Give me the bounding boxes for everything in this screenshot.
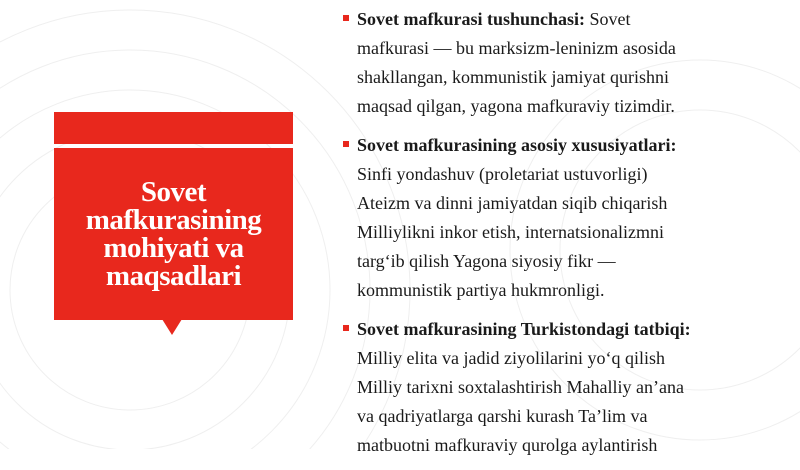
point-text: Sovet — [585, 9, 631, 29]
point-features — [343, 131, 783, 305]
bullet-square-icon — [343, 15, 349, 21]
slide-title: Sovet mafkurasining mohiyati va maqsadlari — [85, 176, 262, 292]
point-text: Milliy elita va jadid ziyolilarini yo‘q qilish — [357, 348, 665, 368]
bullet-square-icon — [343, 325, 349, 331]
point-text: kommunistik partiya hukmronligi. — [357, 280, 605, 300]
title-pointer — [162, 319, 182, 335]
point-text: va qadriyatlarga qarshi kurash Ta’lim va — [357, 406, 648, 426]
point-heading: Sovet mafkurasining Turkistondagi tatbiqi: — [357, 319, 691, 339]
point-text: Ateizm va dinni jamiyatdan siqib chiqarish — [357, 193, 668, 213]
point-turkestan — [343, 315, 783, 460]
title-top-strip — [54, 112, 293, 144]
point-heading: Sovet mafkurasi tushunchasi: — [357, 9, 586, 29]
point-text: matbuotni mafkuraviy qurolga aylantirish — [357, 435, 658, 455]
point-text: targ‘ib qilish Yagona siyosiy fikr — — [357, 251, 616, 271]
point-text: shakllangan, kommunistik jamiyat qurishni — [357, 67, 669, 87]
bullet-square-icon — [343, 141, 349, 147]
title-card — [54, 112, 293, 320]
point-text: Milliylikni inkor etish, internatsionalizmni — [357, 222, 664, 242]
content-column — [343, 5, 783, 470]
title-box — [54, 148, 293, 320]
point-text: maqsad qilgan, yagona mafkuraviy tizimdir. — [357, 96, 675, 116]
point-text: Milliy tarixni soxtalashtirish Mahalliy an’ana — [357, 377, 684, 397]
point-text: Sinfi yondashuv (proletariat ustuvorligi) — [357, 164, 648, 184]
point-concept — [343, 5, 783, 121]
point-heading: Sovet mafkurasining asosiy xususiyatlari: — [357, 135, 677, 155]
point-text: mafkurasi — bu marksizm-leninizm asosida — [357, 38, 676, 58]
